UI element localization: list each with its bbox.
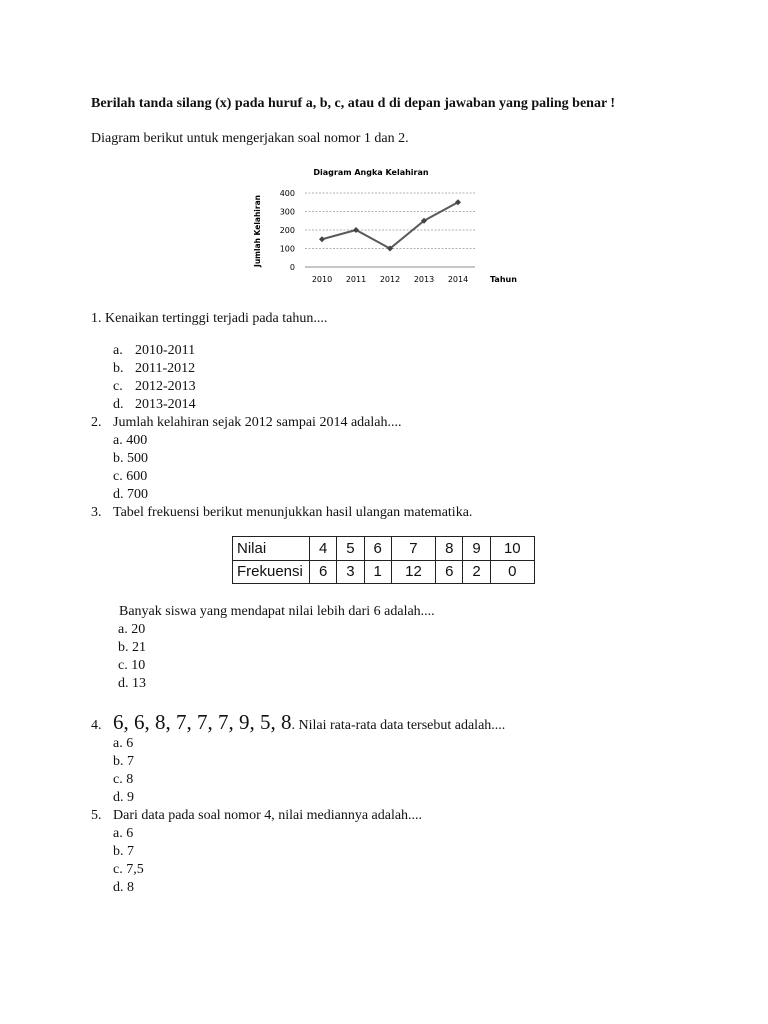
q1-option-c-text: 2012-2013 (135, 379, 196, 394)
y-tick-label: 0 (289, 263, 295, 272)
table-cell: 4 (310, 537, 337, 561)
intro-text: Diagram berikut untuk mengerjakan soal nomor 1 dan 2. (91, 131, 409, 146)
table-cell: 2 (463, 560, 490, 584)
table-cell: 10 (490, 537, 534, 561)
birth-rate-chart (243, 162, 517, 287)
q5-option-c[interactable]: c. 7,5 (113, 862, 144, 877)
y-tick-label: 300 (279, 207, 295, 217)
q4-text: . Nilai rata-rata data tersebut adalah.... (291, 718, 506, 733)
q3-option-a[interactable]: a. 20 (118, 622, 146, 637)
q1-option-d-label: d. (113, 397, 124, 412)
table-row-label: Nilai (233, 537, 310, 561)
q2-text: Jumlah kelahiran sejak 2012 sampai 2014 adalah.... (113, 415, 402, 430)
q5-text: Dari data pada soal nomor 4, nilai mediannya adalah.... (113, 808, 423, 823)
q5-option-d[interactable]: d. 8 (113, 880, 134, 895)
x-tick-label: 2013 (413, 275, 435, 284)
y-tick-label: 400 (279, 189, 295, 198)
table-cell: 1 (364, 560, 391, 584)
q3-option-c[interactable]: c. 10 (118, 658, 146, 673)
table-cell: 12 (391, 560, 435, 584)
q2-option-d[interactable]: d. 700 (113, 487, 148, 502)
table-cell: 6 (310, 560, 337, 584)
x-tick-label: 2011 (345, 275, 367, 284)
instruction: Berilah tanda silang (x) pada huruf a, b, c, atau d di depan jawaban yang paling benar ! (91, 96, 616, 111)
q3-option-d[interactable]: d. 13 (118, 676, 146, 691)
x-tick-label: 2010 (311, 275, 333, 284)
q5 (91, 807, 422, 824)
q1-option-b-label: b. (113, 361, 124, 376)
x-tick-label: 2012 (379, 275, 401, 284)
y-tick-label: 100 (279, 244, 295, 254)
table-row-label: Frekuensi (233, 560, 310, 584)
q5-option-a[interactable]: a. 6 (113, 826, 134, 841)
q1-option-d-text: 2013-2014 (135, 397, 196, 412)
table-cell: 9 (463, 537, 490, 561)
q1-option-a-label: a. (113, 343, 123, 358)
q1-option-d[interactable] (113, 396, 196, 413)
table-cell: 5 (337, 537, 364, 561)
table-cell: 8 (436, 537, 463, 561)
q3-option-b[interactable]: b. 21 (118, 640, 146, 655)
q2 (91, 414, 401, 431)
chart-ylabel: Jumlah Kelahiran (253, 195, 262, 267)
q4-number: 4. (91, 718, 102, 733)
q1-option-a-text: 2010-2011 (135, 343, 196, 358)
q1-option-c-label: c. (113, 379, 123, 394)
q1-option-a[interactable] (113, 342, 195, 359)
table-row (233, 537, 535, 561)
q4-data: 6, 6, 8, 7, 7, 7, 9, 5, 8 (113, 710, 292, 734)
q3-text: Tabel frekuensi berikut menunjukkan hasil ulangan matematika. (113, 505, 473, 520)
x-tick-label: 2014 (447, 275, 469, 284)
q4 (91, 709, 505, 739)
q2-number: 2. (91, 415, 102, 430)
table-cell: 6 (364, 537, 391, 561)
y-tick-label: 200 (279, 226, 295, 235)
q3-question: Banyak siswa yang mendapat nilai lebih dari 6 adalah.... (119, 604, 435, 619)
frequency-table (232, 536, 535, 584)
chart-title: Diagram Angka Kelahiran (313, 168, 429, 177)
table-cell: 6 (436, 560, 463, 584)
table-cell: 7 (391, 537, 435, 561)
data-point (319, 236, 325, 242)
q4-option-b[interactable]: b. 7 (113, 754, 134, 769)
table-cell: 3 (337, 560, 364, 584)
q2-option-b[interactable]: b. 500 (113, 451, 148, 466)
q5-option-b[interactable]: b. 7 (113, 844, 134, 859)
chart-xlabel: Tahun (490, 275, 517, 284)
q5-number: 5. (91, 808, 102, 823)
q2-option-c[interactable]: c. 600 (113, 469, 148, 484)
q2-option-a[interactable]: a. 400 (113, 433, 148, 448)
series-line (322, 202, 458, 248)
q3-number: 3. (91, 505, 102, 520)
q4-option-d[interactable]: d. 9 (113, 790, 134, 805)
table-cell: 0 (490, 560, 534, 584)
q4-option-c[interactable]: c. 8 (113, 772, 134, 787)
q4-option-a[interactable]: a. 6 (113, 736, 134, 751)
q1-option-b-text: 2011-2012 (135, 361, 196, 376)
q1-text: 1. Kenaikan tertinggi terjadi pada tahun.... (91, 311, 328, 326)
q3 (91, 504, 472, 521)
q1-option-b[interactable] (113, 360, 195, 377)
table-row (233, 560, 535, 584)
q1-option-c[interactable] (113, 378, 196, 395)
